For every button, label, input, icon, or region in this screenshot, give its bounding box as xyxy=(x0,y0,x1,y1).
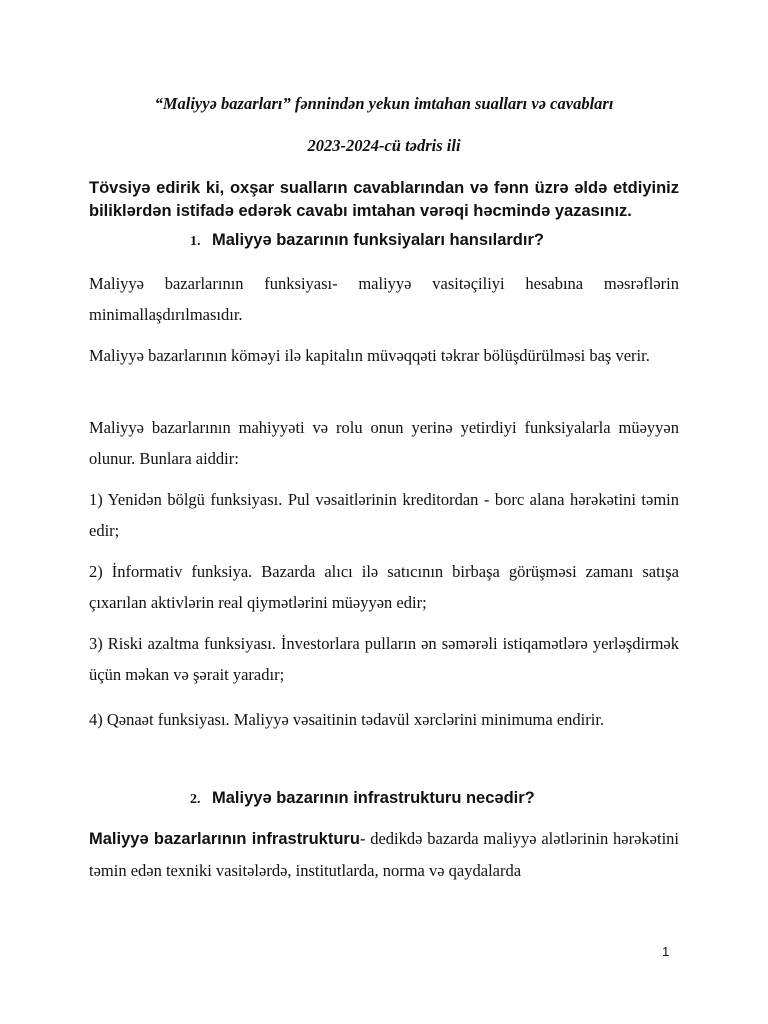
question-number: 2. xyxy=(190,792,201,807)
question-text: Maliyyə bazarının funksiyaları hansılardır? xyxy=(212,231,544,249)
list-item: 3) Riski azaltma funksiyası. İnvestorlara pulların ən səmərəli istiqamətlərə yerləşdirmək üçün məkan və şərait yaradır; xyxy=(89,634,679,684)
list-item: 1) Yenidən bölgü funksiyası. Pul vəsaitlərinin kreditordan - borc alana hərəkətini təmin edir; xyxy=(89,490,679,540)
term-definition: - dedikdə bazarda maliyyə alətlərinin hərəkətini təmin edən texniki vasitələrdə, institutlarda, norma və qaydalarda xyxy=(89,829,679,880)
academic-year: 2023-2024-cü tədris ili xyxy=(307,136,461,155)
exam-advice: Tövsiyə edirik ki, oxşar sualların cavablarından və fənn üzrə əldə etdiyiniz biliklərdən istifadə edərək cavabı imtahan vərəqi həcmində yazasınız. xyxy=(89,179,679,220)
paragraph: Maliyyə bazarlarının köməyi ilə kapitalın müvəqqəti təkrar bölüşdürülməsi baş verir. xyxy=(89,346,650,365)
paragraph xyxy=(89,823,679,886)
question-2-heading xyxy=(190,789,535,808)
question-number: 1. xyxy=(190,234,201,249)
page-number: 1 xyxy=(662,944,670,959)
paragraph: Maliyyə bazarlarının funksiyası- maliyyə vasitəçiliyi hesabına məsrəflərin minimallaşdırılmasıdır. xyxy=(89,274,679,324)
question-1-heading xyxy=(190,231,544,250)
document-title: “Maliyyə bazarları” fənnindən yekun imtahan sualları və cavabları xyxy=(154,94,614,113)
question-text: Maliyyə bazarının infrastrukturu necədir? xyxy=(212,789,535,807)
paragraph: Maliyyə bazarlarının mahiyyəti və rolu onun yerinə yetirdiyi funksiyalarla müəyyən olunur. Bunlara aiddir: xyxy=(89,418,679,468)
list-item: 2) İnformativ funksiya. Bazarda alıcı ilə satıcının birbaşa görüşməsi zamanı satışa çıxarılan aktivlərin real qiymətlərini müəyyən edir; xyxy=(89,562,679,612)
term-lead: Maliyyə bazarlarının infrastrukturu xyxy=(89,830,360,848)
list-item: 4) Qənaət funksiyası. Maliyyə vəsaitinin tədavül xərclərini minimuma endirir. xyxy=(89,710,605,729)
